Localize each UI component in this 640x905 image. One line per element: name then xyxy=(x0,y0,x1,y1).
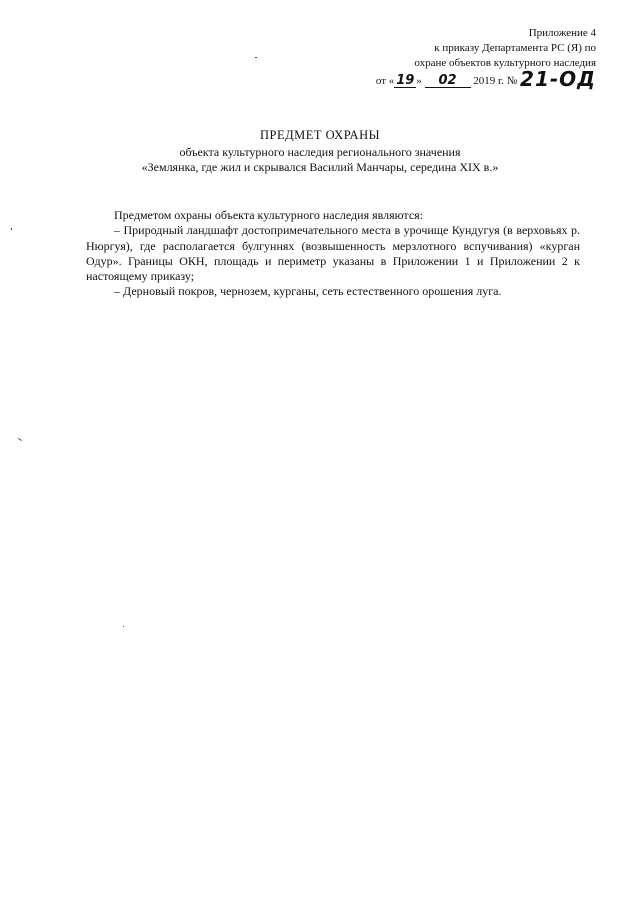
scan-speck xyxy=(255,57,257,58)
appendix-order-line: к приказу Департамента РС (Я) по xyxy=(434,42,596,55)
body-item-1: – Природный ландшафт достопримечательного места в урочище Кундугуя (в верховьях р. Нюргуя), где располагается булгуннях (возвышенность мерзлотного вспучивания) «курган Одур». Границы ОКН, площадь и периметр указаны в Приложении 1 и Приложении 2 к настоящему приказу; xyxy=(86,223,580,284)
date-year-suffix: 2019 г. № xyxy=(473,74,518,87)
date-day: 19 xyxy=(396,72,415,88)
date-month: 02 xyxy=(425,75,471,88)
title-block xyxy=(0,128,640,175)
body-intro: Предметом охраны объекта культурного наследия являются: xyxy=(114,208,424,222)
body-item-2: – Дерновый покров, чернозем, курганы, сеть естественного орошения луга. xyxy=(114,284,502,299)
scan-speck xyxy=(123,626,124,627)
order-number: 21-ОД xyxy=(520,66,596,91)
appendix-date-line xyxy=(375,66,596,91)
scan-speck xyxy=(11,228,12,230)
date-prefix: от « xyxy=(375,74,395,87)
body-text xyxy=(86,208,580,300)
title-object-name: «Землянка, где жил и скрывался Василий Манчары, середина XIX в.» xyxy=(141,160,499,174)
date-mid: » xyxy=(416,74,422,87)
scan-speck xyxy=(18,438,22,441)
appendix-label: Приложение 4 xyxy=(528,27,596,39)
appendix-header xyxy=(376,26,596,89)
appendix-subject-line: охране объектов культурного наследия xyxy=(414,57,596,70)
title-subtitle: объекта культурного наследия регионального значения xyxy=(179,145,461,159)
page-title: ПРЕДМЕТ ОХРАНЫ xyxy=(259,128,381,142)
